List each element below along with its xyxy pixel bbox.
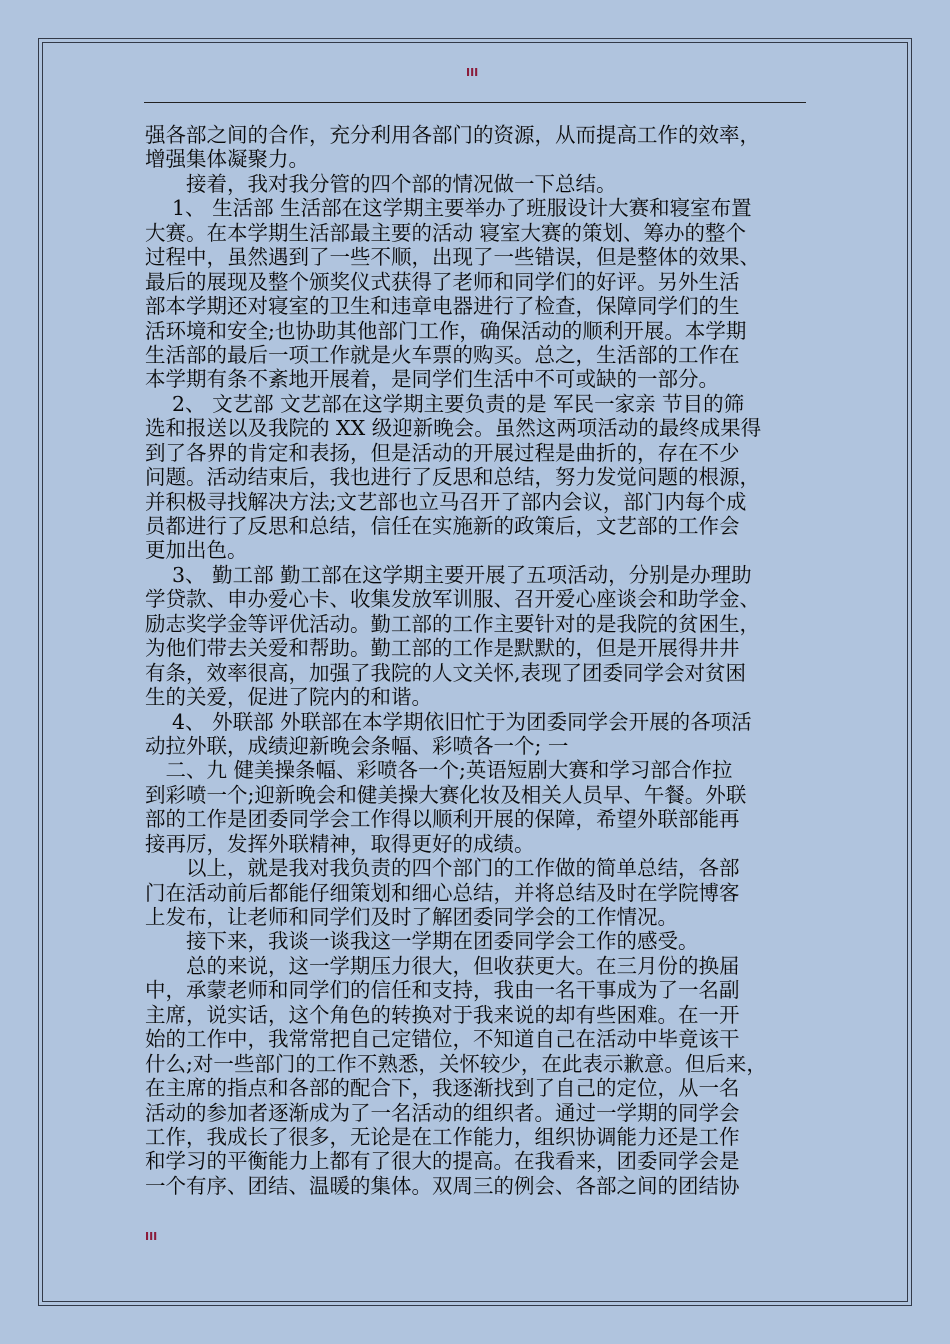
text-line: 在主席的指点和各部的配合下，我逐渐找到了自己的定位，从一名 xyxy=(145,1076,740,1101)
text-line: 接再厉，发挥外联精神，取得更好的成绩。 xyxy=(145,831,535,856)
body-text xyxy=(145,123,815,1198)
text-line: 工作，我成长了很多，无论是在工作能力，组织协调能力还是工作 xyxy=(145,1124,740,1149)
text-line: 最后的展现及整个颁奖仪式获得了老师和同学们的好评。另外生活 xyxy=(145,269,740,294)
text-line: 4、 外联部 外联部在本学期依旧忙于为团委同学会开展的各项活 xyxy=(145,709,752,734)
text-line: 部的工作是团委同学会工作得以顺利开展的保障，希望外联部能再 xyxy=(145,807,740,832)
text-line: 励志奖学金等评优活动。勤工部的工作主要针对的是我院的贫困生， xyxy=(145,611,760,636)
text-line: 过程中，虽然遇到了一些不顺，出现了一些错误，但是整体的效果、 xyxy=(145,245,760,270)
text-line: 中，承蒙老师和同学们的信任和支持，我由一名干事成为了一名副 xyxy=(145,978,740,1003)
text-line: 始的工作中，我常常把自己定错位，不知道自己在活动中毕竟该干 xyxy=(145,1027,740,1052)
text-line: 更加出色。 xyxy=(145,538,248,563)
text-line: 增强集体凝聚力。 xyxy=(145,147,309,172)
text-line: 为他们带去关爱和帮助。勤工部的工作是默默的，但是开展得井井 xyxy=(145,636,740,661)
text-line: 到彩喷一个;迎新晚会和健美操大赛化妆及相关人员早、午餐。外联 xyxy=(145,782,747,807)
text-line: 学贷款、申办爱心卡、收集发放军训服、召开爱心座谈会和助学金、 xyxy=(145,587,760,612)
text-line: 并积极寻找解决方法;文艺部也立马召开了部内会议，部门内每个成 xyxy=(145,489,747,514)
text-line: 活动的参加者逐渐成为了一名活动的组织者。通过一学期的同学会 xyxy=(145,1100,740,1125)
text-line: 总的来说，这一学期压力很大，但收获更大。在三月份的换届 xyxy=(145,953,740,978)
text-line: 部本学期还对寝室的卫生和违章电器进行了检查，保障同学们的生 xyxy=(145,294,740,319)
text-line: 生活部的最后一项工作就是火车票的购买。总之，生活部的工作在 xyxy=(145,342,740,367)
text-line: 生的关爱，促进了院内的和谐。 xyxy=(145,685,432,710)
text-line: 一个有序、团结、温暖的集体。双周三的例会、各部之间的团结协 xyxy=(145,1173,740,1198)
text-line: 接下来，我谈一谈我这一学期在团委同学会工作的感受。 xyxy=(145,929,699,954)
header-mark: III xyxy=(466,66,479,79)
text-line: 以上，就是我对我负责的四个部门的工作做的简单总结，各部 xyxy=(145,856,740,881)
text-line: 员都进行了反思和总结，信任在实施新的政策后，文艺部的工作会 xyxy=(145,514,740,538)
text-line: 大赛。在本学期生活部最主要的活动 寝室大赛的策划、筹办的整个 xyxy=(145,220,747,245)
text-line: 2、 文艺部 文艺部在这学期主要负责的是 军民一家亲 节目的筛 xyxy=(145,391,745,416)
text-line: 动拉外联，成绩迎新晚会条幅、彩喷各一个; 一 xyxy=(145,733,569,758)
text-line: 活环境和安全;也协助其他部门工作，确保活动的顺利开展。本学期 xyxy=(145,318,747,343)
text-line: 上发布，让老师和同学们及时了解团委同学会的工作情况。 xyxy=(145,905,678,929)
text-line: 门在活动前后都能仔细策划和细心总结，并将总结及时在学院博客 xyxy=(145,880,740,905)
text-line: 接着，我对我分管的四个部的情况做一下总结。 xyxy=(145,171,617,196)
text-line: 1、 生活部 生活部在这学期主要举办了班服设计大赛和寝室布置 xyxy=(145,196,752,221)
text-line: 二、九 健美操条幅、彩喷各一个;英语短剧大赛和学习部合作拉 xyxy=(145,758,733,783)
header-rule xyxy=(144,102,806,103)
text-line: 到了各界的肯定和表扬，但是活动的开展过程是曲折的，存在不少 xyxy=(145,440,740,465)
text-line: 问题。活动结束后，我也进行了反思和总结，努力发觉问题的根源， xyxy=(145,465,760,490)
text-line: 强各部之间的合作，充分利用各部门的资源，从而提高工作的效率， xyxy=(145,123,760,147)
text-line: 选和报送以及我院的 XX 级迎新晚会。虽然这两项活动的最终成果得 xyxy=(145,416,762,441)
text-line: 和学习的平衡能力上都有了很大的提高。在我看来，团委同学会是 xyxy=(145,1149,740,1174)
text-line: 有条，效率很高，加强了我院的人文关怀,表现了团委同学会对贫困 xyxy=(145,660,747,685)
text-line: 主席，说实话，这个角色的转换对于我来说的却有些困难。在一开 xyxy=(145,1002,740,1027)
text-line: 什么;对一些部门的工作不熟悉，关怀较少，在此表示歉意。但后来， xyxy=(145,1051,767,1076)
footer-mark: III xyxy=(145,1230,158,1243)
text-line: 本学期有条不紊地开展着，是同学们生活中不可或缺的一部分。 xyxy=(145,367,719,392)
text-line: 3、 勤工部 勤工部在这学期主要开展了五项活动，分别是办理助 xyxy=(145,562,752,587)
